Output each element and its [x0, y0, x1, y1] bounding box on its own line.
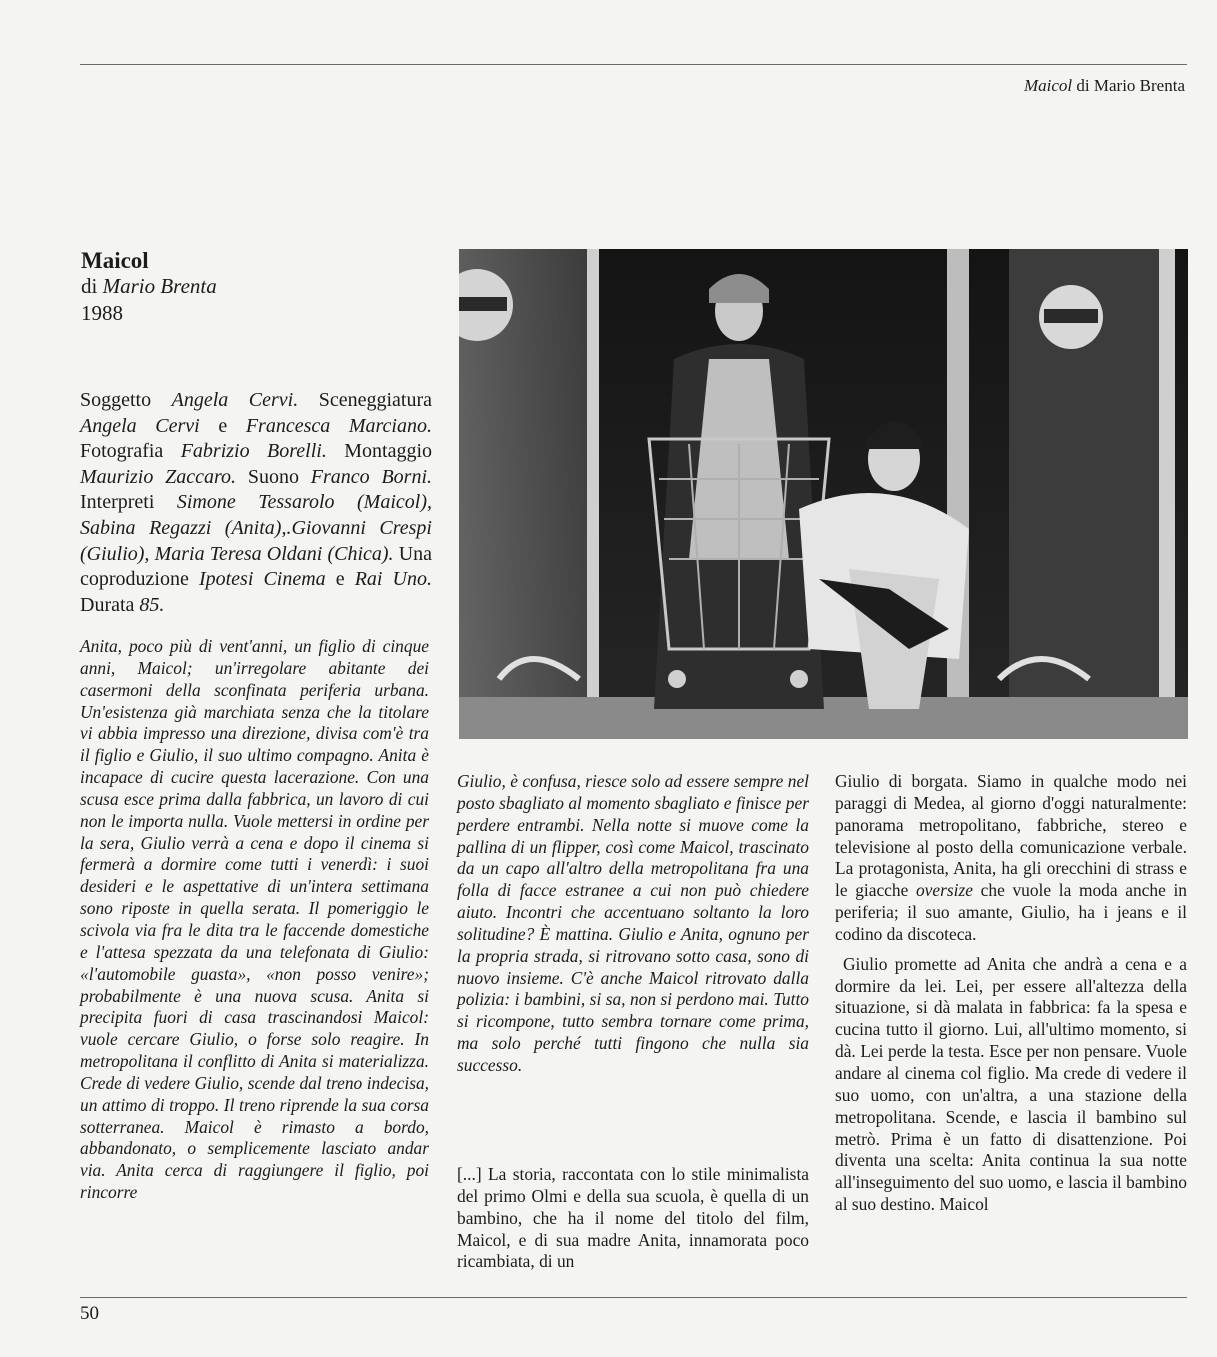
bottom-rule: [80, 1297, 1187, 1298]
running-head-author: di Mario Brenta: [1072, 76, 1185, 95]
credits-segment: Sabina Regazzi (Anita),.Giovanni Crespi (Giulio),: [80, 516, 432, 565]
credits-segment: Montaggio: [326, 440, 433, 463]
credits-segment: e: [199, 414, 246, 437]
credits-segment: Maria Teresa Oldani (Chica).: [154, 542, 394, 565]
credits-segment: Fotografia: [80, 440, 181, 463]
credits-segment: Una coproduzione: [80, 542, 433, 591]
credits-segment: Soggetto: [80, 389, 172, 411]
review-p1-text-b: che vuole la moda anche in periferia; il suo amante, Giulio, ha i jeans e il codino da discoteca.: [835, 880, 1187, 944]
review-excerpt: [...] La storia, raccontata con lo stile minimalista del primo Olmi e della sua scuola, è quella di un bambino, che ha il nome del titolo del film, Maicol, e di sua madre Anita, innamorata poco ricambiata, di un: [457, 1164, 809, 1272]
credits-segment: Simone Tessarolo (Maicol),: [176, 491, 432, 514]
credits-segment: Francesca Marciano.: [245, 414, 432, 437]
running-head: [1024, 76, 1185, 96]
director-name: Mario Brenta: [102, 274, 217, 299]
credits-segment: Angela Cervi: [80, 414, 200, 437]
top-rule: [80, 64, 1187, 65]
credits-segment: Ipotesi Cinema: [198, 568, 326, 591]
page-number: 50: [80, 1303, 99, 1324]
credits-segment: Fabrizio Borelli.: [180, 440, 327, 463]
credits-segment: e: [325, 568, 355, 591]
review-paragraph-1: [835, 771, 1187, 946]
credits-segment: Interpreti: [80, 491, 177, 514]
byline-prefix: di: [81, 274, 103, 299]
film-still-illustration: [459, 249, 1188, 739]
credits-paragraph: [80, 388, 432, 618]
credits-segment: Sceneggiatura: [298, 389, 432, 411]
credits-segment: Maurizio Zaccaro.: [80, 465, 237, 488]
credits-segment: Suono: [236, 465, 311, 488]
review-p1-text-a: Giulio di borgata. Siamo in qualche modo nei paraggi di Medea, al giorno d'oggi naturalmente: panorama metropolitano, fabbriche, stereo e televisione al posto della comunicazione verbale. La protagonista, Anita, ha gli orecchini di strass e le giacche: [835, 771, 1187, 901]
credits-segment: Rai Uno.: [354, 568, 432, 591]
film-byline: [81, 273, 217, 299]
review-paragraph-2: Giulio promette ad Anita che andrà a cena e a dormire da lei. Lei, per essere all'altezza della situazione, si dà malata in fabbrica: fa la spesa e cucina tutto il giorno. Lui, all'ultimo momento, si dà. Lei perde la testa. Esce per non pensare. Vuole andare al cinema col figlio. Ma crede di vedere il suo uomo, con un'altra, a una stazione della metropolitana. Scende, e lascia il bambino sul metrò. Prima è un fatto di disattenzione. Poi diventa una scelta: Anita continua la sua notte all'inseguimento del suo uomo, e lascia il bambino al suo destino. Maicol: [835, 953, 1187, 1215]
film-still-photo: [459, 249, 1188, 739]
synopsis-column-2: Giulio, è confusa, riesce solo ad essere sempre nel posto sbagliato al momento sbagliato e finisce per perdere entrambi. Nella notte si muove come la pallina di un flipper, così come Maicol, trascinato da un capo all'altro della metropolitana fra una folla di facce estranee a cui non può chiedere aiuto. Incontri che accentuano soltanto la loro solitudine? È mattina. Giulio e Anita, ognuno per la propria strada, si ritrovano sotto casa, sono di nuovo insieme. C'è anche Maicol ritrovato dalla polizia: i bambini, si sa, non si perdono mai. Tutto si ricompone, tutto sembra tornare come prima, ma solo perché tutti fingono che nulla sia successo.: [457, 771, 809, 1075]
credits-segment: Angela Cervi.: [171, 389, 299, 411]
credits-segment: Durata: [80, 593, 140, 616]
film-year: 1988: [81, 300, 123, 325]
credits-segment: Franco Borni.: [310, 465, 433, 488]
credits-segment: 85.: [139, 593, 165, 616]
review-column-3: [835, 771, 1187, 1224]
running-head-title: Maicol: [1024, 76, 1073, 95]
synopsis-column-1: Anita, poco più di vent'anni, un figlio di cinque anni, Maicol; un'irregolare abitante dei casermoni della sconfinata periferia urbana. Un'esistenza già marchiata senza che la titolare vi abbia impresso una direzione, divisa com'è tra il figlio e Giulio, il suo ultimo compagno. Anita è incapace di cucire questa lacerazione. Con una scusa esce prima dalla fabbrica, un lavoro di cui non le importa nulla. Vuole mettersi in ordine per la sera, Giulio verrà a cena e dopo il cinema si fermerà a dormire come tutti i venerdì: i suoi desideri e le aspettative di un'intera settimana sono riposte in quella serata. Il pomeriggio le scivola via fra le dita tra le faccende domestiche e l'attesa spezzata da una telefonata di Giulio: «l'automobile guasta», «non posso venire»; probabilmente è una nuova scusa. Anita si precipita fuori di casa trascinandosi Maicol: vuole cercare Giulio, o forse solo reagire. In metropolitana il conflitto di Anita si materializza. Crede di vedere Giulio, scende dal treno indecisa, un attimo di troppo. Il treno riprende la sua corsa sotterranea. Maicol è rimasto a bordo, abbandonato, o semplicemente lasciato andar via. Anita cerca di raggiungere il figlio, poi rincorre: [80, 636, 429, 1203]
film-title-block: [81, 248, 217, 326]
film-title: Maicol: [81, 248, 149, 273]
review-p1-italic: oversize: [915, 880, 973, 901]
